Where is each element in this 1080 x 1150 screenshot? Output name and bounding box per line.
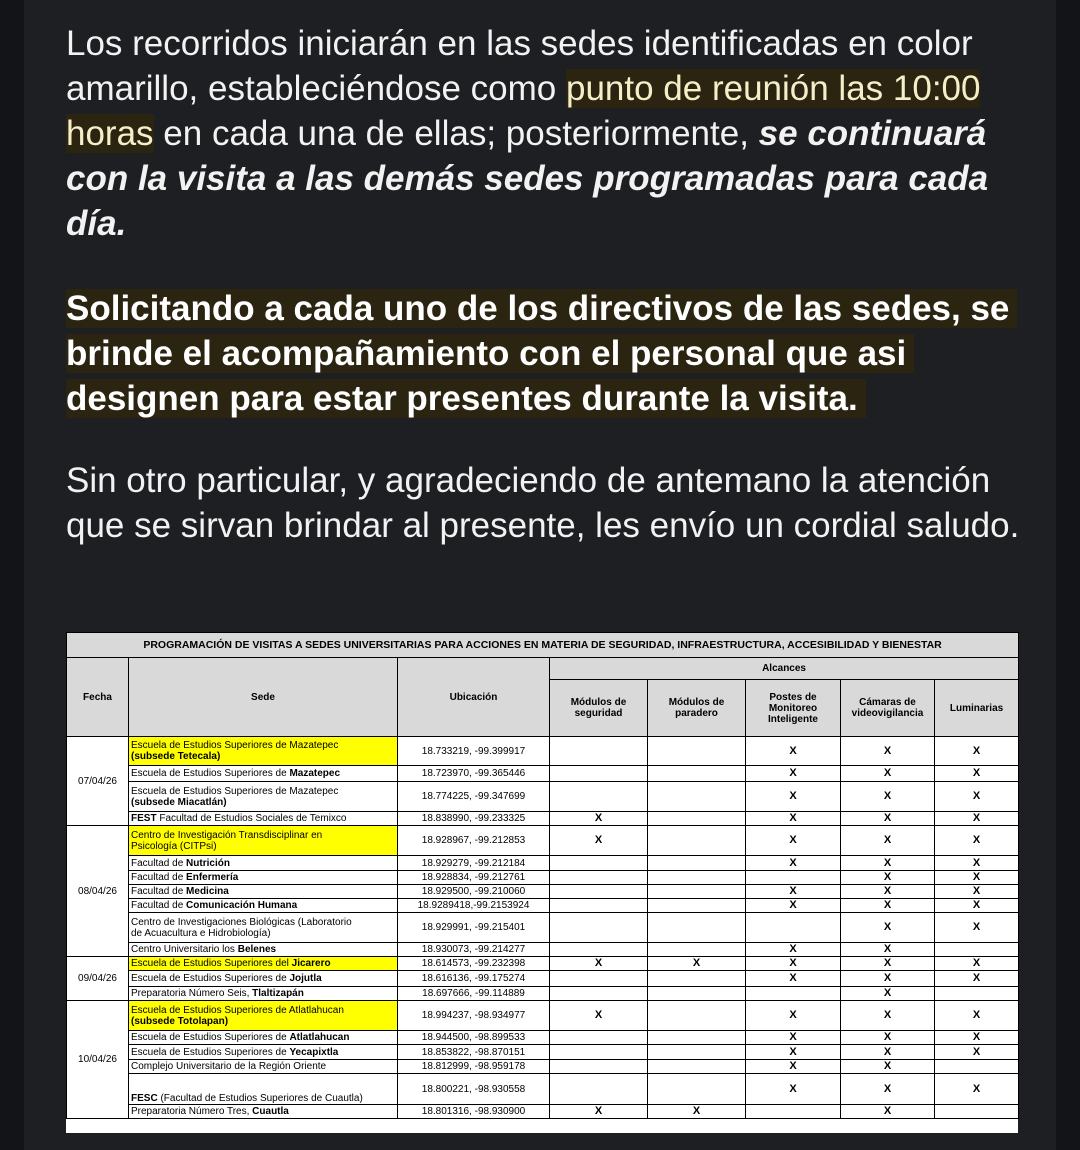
sede-cell: Escuela de Estudios Superiores de Mazatepec (129, 766, 398, 782)
cell-mp (648, 987, 746, 1001)
p1-highlight: punto de reunión las 10:00 horas (66, 69, 981, 153)
ubicacion-cell: 18.812999, -98.959178 (398, 1060, 550, 1074)
visit-schedule-table (66, 632, 1019, 1119)
cell-ms (550, 1045, 648, 1060)
table-row (67, 943, 1019, 957)
cell-lu: X (935, 737, 1019, 766)
cell-cv: X (841, 826, 935, 856)
cell-mp (648, 766, 746, 782)
sede-cell: Escuela de Estudios Superiores de Atlatlahucan (subsede Totolapan) (129, 1001, 398, 1031)
sede-cell: Facultad de Comunicación Humana (129, 899, 398, 913)
ubicacion-cell: 18.697666, -99.114889 (398, 987, 550, 1001)
cell-ms (550, 782, 648, 812)
sede-cell: Facultad de Enfermería (129, 871, 398, 885)
cell-ms (550, 1060, 648, 1074)
table-row (67, 826, 1019, 856)
header-sede: Sede (129, 658, 398, 737)
ubicacion-cell: 18.853822, -98.870151 (398, 1045, 550, 1060)
cell-cv: X (841, 782, 935, 812)
cell-lu: X (935, 1001, 1019, 1031)
table-row (67, 1105, 1019, 1119)
cell-cv: X (841, 971, 935, 987)
table-row (67, 1031, 1019, 1045)
sede-cell: Preparatoria Número Tres, Cuautla (129, 1105, 398, 1119)
p1-bold-italic: se continuará con la visita a las demás sedes programadas para cada día. (66, 114, 989, 243)
cell-ms: X (550, 1001, 648, 1031)
p3-text: Sin otro particular, y agradeciendo de antemano la atención que se sirvan brindar al presente, les envío un cordial saludo. (66, 461, 1020, 545)
header-modulos-seguridad: Módulos de seguridad (550, 680, 648, 737)
paragraph-meeting-point (66, 21, 1026, 246)
cell-ms (550, 987, 648, 1001)
cell-mp (648, 826, 746, 856)
cell-cv: X (841, 812, 935, 826)
table-row (67, 899, 1019, 913)
ubicacion-cell: 18.994237, -98.934977 (398, 1001, 550, 1031)
cell-cv: X (841, 737, 935, 766)
table-row (67, 957, 1019, 971)
cell-ms: X (550, 1105, 648, 1119)
paragraph-closing (66, 458, 1026, 548)
cell-lu: X (935, 812, 1019, 826)
cell-mp (648, 856, 746, 871)
header-fecha: Fecha (67, 658, 129, 737)
cell-pm (746, 913, 841, 943)
cell-mp (648, 737, 746, 766)
cell-lu: X (935, 826, 1019, 856)
ubicacion-cell: 18.723970, -99.365446 (398, 766, 550, 782)
cell-lu: X (935, 782, 1019, 812)
cell-pm: X (746, 1074, 841, 1105)
cell-mp (648, 1031, 746, 1045)
cell-pm: X (746, 1060, 841, 1074)
cell-ms (550, 766, 648, 782)
cell-pm: X (746, 957, 841, 971)
ubicacion-cell: 18.930073, -99.214277 (398, 943, 550, 957)
cell-lu: X (935, 971, 1019, 987)
header-modulos-paradero: Módulos de paradero (648, 680, 746, 737)
cell-pm: X (746, 943, 841, 957)
cell-lu: X (935, 871, 1019, 885)
header-ubicacion: Ubicación (398, 658, 550, 737)
cell-mp (648, 871, 746, 885)
sede-cell: Facultad de Nutrición (129, 856, 398, 871)
p1-text-b: en cada una de ellas; posteriormente, (153, 114, 759, 153)
cell-cv: X (841, 1105, 935, 1119)
cell-cv: X (841, 1031, 935, 1045)
sede-cell: Preparatoria Número Seis, Tlaltizapán (129, 987, 398, 1001)
cell-ms (550, 856, 648, 871)
table-row (67, 1001, 1019, 1031)
ubicacion-cell: 18.774225, -99.347699 (398, 782, 550, 812)
cell-cv: X (841, 957, 935, 971)
cell-cv: X (841, 1060, 935, 1074)
ubicacion-cell: 18.838990, -99.233325 (398, 812, 550, 826)
sede-cell: FEST Facultad de Estudios Sociales de Temixco (129, 812, 398, 826)
cell-mp (648, 885, 746, 899)
sede-cell: Centro de Investigaciones Biológicas (Laboratorio de Acuacultura e Hidrobiología) (129, 913, 398, 943)
table-row (67, 1074, 1019, 1105)
ubicacion-cell: 18.800221, -98.930558 (398, 1074, 550, 1105)
cell-lu: X (935, 766, 1019, 782)
header-postes: Postes de Monitoreo Inteligente (746, 680, 841, 737)
cell-ms (550, 913, 648, 943)
date-cell: 07/04/26 (67, 737, 129, 826)
ubicacion-cell: 18.928834, -99.212761 (398, 871, 550, 885)
sede-cell: Escuela de Estudios Superiores de Mazatepec (subsede Tetecala) (129, 737, 398, 766)
sede-cell: Centro Universitario los Belenes (129, 943, 398, 957)
cell-pm (746, 987, 841, 1001)
ubicacion-cell: 18.929500, -99.210060 (398, 885, 550, 899)
ubicacion-cell: 18.801316, -98.930900 (398, 1105, 550, 1119)
sede-cell: Escuela de Estudios Superiores del Jicarero (129, 957, 398, 971)
ubicacion-cell: 18.733219, -99.399917 (398, 737, 550, 766)
cell-pm: X (746, 885, 841, 899)
cell-mp (648, 782, 746, 812)
cell-pm: X (746, 737, 841, 766)
cell-cv: X (841, 1001, 935, 1031)
cell-lu (935, 1105, 1019, 1119)
cell-cv: X (841, 871, 935, 885)
cell-ms (550, 971, 648, 987)
ubicacion-cell: 18.614573, -99.232398 (398, 957, 550, 971)
header-camaras: Cámaras de videovigilancia (841, 680, 935, 737)
sede-cell: Escuela de Estudios Superiores de Yecapixtla (129, 1045, 398, 1060)
ubicacion-cell: 18.929279, -99.212184 (398, 856, 550, 871)
table-row (67, 1045, 1019, 1060)
cell-ms (550, 885, 648, 899)
cell-cv: X (841, 899, 935, 913)
cell-pm: X (746, 782, 841, 812)
cell-pm: X (746, 1045, 841, 1060)
cell-ms (550, 737, 648, 766)
cell-ms (550, 1074, 648, 1105)
cell-cv: X (841, 885, 935, 899)
header-alcances: Alcances (550, 658, 1019, 680)
cell-lu (935, 943, 1019, 957)
p2-highlight-text: Solicitando a cada uno de los directivos de las sedes, se brinde el acompañamiento con el personal que asi designen para estar presentes durante la visita. (66, 289, 1017, 418)
table-row (67, 856, 1019, 871)
cell-lu: X (935, 1045, 1019, 1060)
p1-text-a: Los recorridos iniciarán en las sedes identificadas en color amarillo, estableciéndose como (66, 24, 973, 108)
cell-lu (935, 987, 1019, 1001)
cell-ms (550, 1031, 648, 1045)
sede-cell: Escuela de Estudios Superiores de Jojutla (129, 971, 398, 987)
table-row (67, 1060, 1019, 1074)
sede-cell: Facultad de Medicina (129, 885, 398, 899)
cell-lu: X (935, 1031, 1019, 1045)
cell-mp (648, 913, 746, 943)
cell-cv: X (841, 913, 935, 943)
table-row (67, 871, 1019, 885)
cell-mp (648, 812, 746, 826)
cell-lu: X (935, 913, 1019, 943)
cell-pm: X (746, 812, 841, 826)
table-row (67, 885, 1019, 899)
date-cell: 09/04/26 (67, 957, 129, 1001)
table-row (67, 782, 1019, 812)
sede-cell: FESC (Facultad de Estudios Superiores de Cuautla) (129, 1074, 398, 1105)
date-cell: 10/04/26 (67, 1001, 129, 1119)
cell-ms: X (550, 826, 648, 856)
ubicacion-cell: 18.9289418,-99.2153924 (398, 899, 550, 913)
cell-mp (648, 971, 746, 987)
table-title: PROGRAMACIÓN DE VISITAS A SEDES UNIVERSITARIAS PARA ACCIONES EN MATERIA DE SEGURIDAD, INFRAESTRUCTURA, ACCESIBILIDAD Y BIENESTAR (67, 633, 1019, 658)
cell-pm: X (746, 899, 841, 913)
table-row (67, 766, 1019, 782)
table-row (67, 737, 1019, 766)
cell-cv: X (841, 766, 935, 782)
cell-ms: X (550, 957, 648, 971)
cell-pm: X (746, 971, 841, 987)
cell-lu: X (935, 885, 1019, 899)
cell-mp (648, 1045, 746, 1060)
paragraph-request (66, 286, 1026, 421)
cell-lu: X (935, 856, 1019, 871)
cell-mp (648, 899, 746, 913)
table-row (67, 812, 1019, 826)
ubicacion-cell: 18.928967, -99.212853 (398, 826, 550, 856)
table-row (67, 987, 1019, 1001)
date-cell: 08/04/26 (67, 826, 129, 957)
cell-pm: X (746, 1031, 841, 1045)
ubicacion-cell: 18.929991, -99.215401 (398, 913, 550, 943)
cell-ms (550, 871, 648, 885)
cell-lu (935, 1060, 1019, 1074)
cell-mp (648, 943, 746, 957)
sede-cell: Centro de Investigación Transdisciplinar en Psicología (CITPsi) (129, 826, 398, 856)
cell-pm (746, 871, 841, 885)
cell-mp (648, 1074, 746, 1105)
table-row (67, 971, 1019, 987)
schedule-document-image (66, 632, 1018, 1133)
cell-pm (746, 1105, 841, 1119)
ubicacion-cell: 18.944500, -98.899533 (398, 1031, 550, 1045)
cell-mp: X (648, 1105, 746, 1119)
cell-cv: X (841, 987, 935, 1001)
ubicacion-cell: 18.616136, -99.175274 (398, 971, 550, 987)
cell-cv: X (841, 943, 935, 957)
cell-cv: X (841, 856, 935, 871)
cell-mp (648, 1001, 746, 1031)
cell-pm: X (746, 1001, 841, 1031)
cell-pm: X (746, 766, 841, 782)
cell-lu: X (935, 957, 1019, 971)
cell-lu: X (935, 1074, 1019, 1105)
header-luminarias: Luminarias (935, 680, 1019, 737)
sede-cell: Escuela de Estudios Superiores de Atlatlahucan (129, 1031, 398, 1045)
cell-pm: X (746, 826, 841, 856)
cell-cv: X (841, 1045, 935, 1060)
sede-cell: Escuela de Estudios Superiores de Mazatepec (subsede Miacatlán) (129, 782, 398, 812)
table-row (67, 913, 1019, 943)
cell-cv: X (841, 1074, 935, 1105)
cell-ms: X (550, 812, 648, 826)
sede-cell: Complejo Universitario de la Región Oriente (129, 1060, 398, 1074)
cell-ms (550, 899, 648, 913)
cell-ms (550, 943, 648, 957)
cell-mp (648, 1060, 746, 1074)
cell-mp: X (648, 957, 746, 971)
cell-pm: X (746, 856, 841, 871)
cell-lu: X (935, 899, 1019, 913)
